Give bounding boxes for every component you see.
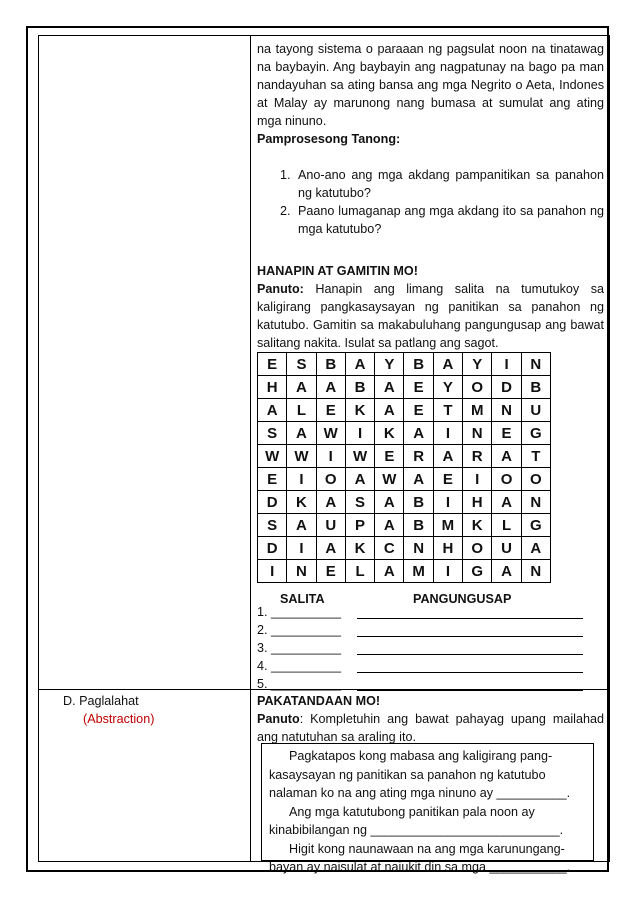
table-right-line bbox=[609, 35, 610, 861]
instruction-text: : Kompletuhin ang bawat pahayag upang mailahad ang natutuhan sa araling ito. bbox=[257, 712, 604, 744]
grid-cell[interactable]: D bbox=[258, 491, 287, 514]
grid-cell[interactable]: E bbox=[404, 376, 433, 399]
grid-cell[interactable]: N bbox=[404, 537, 433, 560]
grid-cell[interactable]: E bbox=[316, 560, 345, 583]
grid-cell[interactable]: B bbox=[404, 353, 433, 376]
grid-cell[interactable]: A bbox=[287, 514, 316, 537]
activity-instruction bbox=[257, 280, 604, 352]
grid-cell[interactable]: P bbox=[345, 514, 374, 537]
grid-cell[interactable]: E bbox=[404, 399, 433, 422]
paglalahat-label: D. Paglalahat bbox=[63, 694, 139, 708]
answer-row[interactable] bbox=[257, 605, 341, 623]
grid-row bbox=[258, 491, 551, 514]
grid-cell[interactable]: S bbox=[287, 353, 316, 376]
grid-cell[interactable]: A bbox=[433, 353, 462, 376]
prose-questions-list bbox=[257, 166, 604, 238]
grid-cell[interactable]: A bbox=[287, 422, 316, 445]
grid-cell[interactable]: K bbox=[287, 491, 316, 514]
grid-row bbox=[258, 445, 551, 468]
grid-cell[interactable]: W bbox=[258, 445, 287, 468]
grid-cell[interactable]: O bbox=[492, 468, 521, 491]
answer-row[interactable] bbox=[257, 659, 341, 677]
pakatandaan-title: PAKATANDAAN MO! bbox=[257, 694, 381, 708]
grid-cell[interactable]: U bbox=[521, 399, 550, 422]
activity-title: HANAPIN AT GAMITIN MO! bbox=[257, 264, 418, 278]
grid-cell[interactable]: K bbox=[463, 514, 492, 537]
grid-cell[interactable]: A bbox=[345, 468, 374, 491]
grid-row bbox=[258, 560, 551, 583]
grid-cell[interactable]: I bbox=[433, 560, 462, 583]
grid-cell[interactable]: U bbox=[316, 514, 345, 537]
grid-row bbox=[258, 468, 551, 491]
grid-cell[interactable]: S bbox=[258, 514, 287, 537]
grid-cell[interactable]: L bbox=[287, 399, 316, 422]
box-line[interactable]: bayan ay naisulat at naiukit din sa mga ___________. bbox=[269, 860, 571, 874]
grid-cell[interactable]: C bbox=[375, 537, 404, 560]
sentence-blank[interactable] bbox=[357, 690, 583, 691]
grid-cell[interactable]: Y bbox=[433, 376, 462, 399]
pangungusap-header: PANGUNGUSAP bbox=[413, 592, 512, 606]
box-line: Pagkatapos kong mabasa ang kaligirang pang- bbox=[289, 749, 553, 763]
grid-cell[interactable]: B bbox=[404, 514, 433, 537]
grid-cell[interactable]: B bbox=[404, 491, 433, 514]
grid-cell[interactable]: I bbox=[316, 445, 345, 468]
grid-row bbox=[258, 376, 551, 399]
salita-header: SALITA bbox=[280, 592, 325, 606]
grid-cell[interactable]: T bbox=[433, 399, 462, 422]
grid-cell[interactable]: H bbox=[433, 537, 462, 560]
grid-cell[interactable]: K bbox=[345, 399, 374, 422]
grid-cell[interactable]: L bbox=[492, 514, 521, 537]
grid-cell[interactable]: L bbox=[345, 560, 374, 583]
section-d-instruction bbox=[257, 710, 604, 746]
grid-cell[interactable]: Y bbox=[375, 353, 404, 376]
grid-cell[interactable]: A bbox=[433, 445, 462, 468]
grid-cell[interactable]: E bbox=[316, 399, 345, 422]
grid-cell[interactable]: D bbox=[492, 376, 521, 399]
grid-cell[interactable]: N bbox=[287, 560, 316, 583]
grid-cell[interactable]: W bbox=[375, 468, 404, 491]
grid-cell[interactable]: G bbox=[521, 514, 550, 537]
grid-row bbox=[258, 399, 551, 422]
grid-row bbox=[258, 353, 551, 376]
question-item: 2. Paano lumaganap ang mga akdang ito sa panahon ng mga katutubo? bbox=[294, 202, 604, 238]
grid-cell[interactable]: A bbox=[375, 491, 404, 514]
table-top-line bbox=[38, 35, 610, 36]
completion-box bbox=[261, 743, 594, 874]
grid-cell[interactable]: E bbox=[492, 422, 521, 445]
grid-cell[interactable]: A bbox=[258, 399, 287, 422]
grid-cell[interactable]: H bbox=[258, 376, 287, 399]
grid-cell[interactable]: A bbox=[375, 560, 404, 583]
prose-questions-title: Pamprosesong Tanong: bbox=[257, 132, 401, 146]
instruction-label: Panuto: bbox=[257, 282, 304, 296]
answer-number: 2. __________ bbox=[257, 623, 342, 637]
grid-cell[interactable]: O bbox=[463, 376, 492, 399]
instruction-label: Panuto bbox=[257, 712, 300, 726]
grid-cell[interactable]: O bbox=[521, 468, 550, 491]
grid-cell[interactable]: B bbox=[345, 376, 374, 399]
answer-row[interactable] bbox=[257, 623, 341, 641]
grid-cell[interactable]: I bbox=[463, 468, 492, 491]
grid-cell[interactable]: E bbox=[433, 468, 462, 491]
grid-cell[interactable]: I bbox=[258, 560, 287, 583]
grid-cell[interactable]: B bbox=[316, 353, 345, 376]
grid-cell[interactable]: W bbox=[316, 422, 345, 445]
grid-cell[interactable]: A bbox=[521, 537, 550, 560]
grid-row bbox=[258, 537, 551, 560]
grid-cell[interactable]: N bbox=[492, 399, 521, 422]
grid-cell[interactable]: A bbox=[375, 514, 404, 537]
grid-row bbox=[258, 422, 551, 445]
grid-cell[interactable]: A bbox=[316, 537, 345, 560]
grid-cell[interactable]: A bbox=[492, 560, 521, 583]
grid-cell[interactable]: D bbox=[258, 537, 287, 560]
grid-cell[interactable]: U bbox=[492, 537, 521, 560]
grid-cell[interactable]: E bbox=[375, 445, 404, 468]
answer-number: 3. __________ bbox=[257, 641, 342, 655]
grid-cell[interactable]: A bbox=[404, 468, 433, 491]
grid-cell[interactable]: O bbox=[463, 537, 492, 560]
abstraction-label: (Abstraction) bbox=[83, 712, 155, 726]
grid-cell[interactable]: A bbox=[375, 376, 404, 399]
sentence-blank[interactable] bbox=[357, 618, 583, 619]
grid-cell[interactable]: M bbox=[463, 399, 492, 422]
sentence-blank[interactable] bbox=[357, 654, 583, 655]
grid-cell[interactable]: O bbox=[316, 468, 345, 491]
question-item: 1. Ano-ano ang mga akdang pampanitikan sa panahon ng katutubo? bbox=[294, 166, 604, 202]
grid-cell[interactable]: N bbox=[521, 353, 550, 376]
grid-row bbox=[258, 514, 551, 537]
grid-cell[interactable]: Y bbox=[463, 353, 492, 376]
box-line: Ang mga katutubong panitikan pala noon ay bbox=[289, 804, 535, 819]
sentence-blank[interactable] bbox=[357, 672, 583, 673]
grid-cell[interactable]: I bbox=[287, 468, 316, 491]
grid-cell[interactable]: R bbox=[463, 445, 492, 468]
answer-row[interactable] bbox=[257, 641, 341, 659]
grid-cell[interactable]: M bbox=[433, 514, 462, 537]
grid-cell[interactable]: N bbox=[463, 422, 492, 445]
grid-cell[interactable]: N bbox=[521, 491, 550, 514]
intro-paragraph: na tayong sistema o paraaan ng pagsulat noon na tinatawag na baybayin. Ang baybayin ang nagpatunay na bago pa man nandayuhan sa ating bansa ang mga Negrito o Aeta, Indones at Malay ay marunong nang bumasa at sumulat ang ating mga ninuno. bbox=[257, 42, 604, 128]
grid-cell[interactable]: A bbox=[316, 491, 345, 514]
column-divider bbox=[250, 35, 251, 861]
grid-cell[interactable]: E bbox=[258, 468, 287, 491]
grid-cell[interactable]: I bbox=[433, 422, 462, 445]
word-search-grid bbox=[257, 352, 551, 583]
grid-cell[interactable]: A bbox=[375, 399, 404, 422]
box-line: kasaysayan ng panitikan sa panahon ng katutubo bbox=[269, 767, 546, 782]
grid-cell[interactable]: I bbox=[287, 537, 316, 560]
grid-cell[interactable]: A bbox=[316, 376, 345, 399]
grid-cell[interactable]: B bbox=[521, 376, 550, 399]
grid-cell[interactable]: H bbox=[463, 491, 492, 514]
answer-number: 5. __________ bbox=[257, 677, 342, 691]
instruction-text: Hanapin ang limang salita na tumutukoy sa kaligirang pangkasaysayan ng panitikan sa panahon ng katutubo. Gamitin sa makabuluhang pangungusap ang bawat salitang nakita. Isulat sa patlang ang sagot. bbox=[257, 282, 604, 350]
section-d-label bbox=[63, 692, 154, 728]
grid-cell[interactable]: E bbox=[258, 353, 287, 376]
box-line[interactable]: kinabibilangan ng ___________________________. bbox=[269, 823, 564, 837]
grid-cell[interactable]: W bbox=[345, 445, 374, 468]
grid-cell[interactable]: I bbox=[345, 422, 374, 445]
box-line[interactable]: nalaman ko na ang ating mga ninuno ay __________. bbox=[269, 786, 571, 800]
grid-cell[interactable]: G bbox=[521, 422, 550, 445]
table-left-line bbox=[38, 35, 39, 861]
grid-cell[interactable]: A bbox=[492, 491, 521, 514]
grid-cell[interactable]: T bbox=[521, 445, 550, 468]
grid-cell[interactable]: R bbox=[404, 445, 433, 468]
grid-cell[interactable]: W bbox=[287, 445, 316, 468]
grid-cell[interactable]: K bbox=[345, 537, 374, 560]
grid-cell[interactable]: S bbox=[258, 422, 287, 445]
grid-cell[interactable]: A bbox=[345, 353, 374, 376]
answer-number: 1. __________ bbox=[257, 605, 342, 619]
grid-cell[interactable]: M bbox=[404, 560, 433, 583]
grid-cell[interactable]: S bbox=[345, 491, 374, 514]
grid-cell[interactable]: N bbox=[521, 560, 550, 583]
grid-cell[interactable]: A bbox=[492, 445, 521, 468]
grid-cell[interactable]: I bbox=[492, 353, 521, 376]
grid-cell[interactable]: I bbox=[433, 491, 462, 514]
grid-cell[interactable]: A bbox=[287, 376, 316, 399]
box-line: Higit kong naunawaan na ang mga karunungang- bbox=[289, 841, 565, 856]
grid-cell[interactable]: K bbox=[375, 422, 404, 445]
sentence-blank[interactable] bbox=[357, 636, 583, 637]
answer-number: 4. __________ bbox=[257, 659, 342, 673]
grid-cell[interactable]: G bbox=[463, 560, 492, 583]
grid-cell[interactable]: A bbox=[404, 422, 433, 445]
